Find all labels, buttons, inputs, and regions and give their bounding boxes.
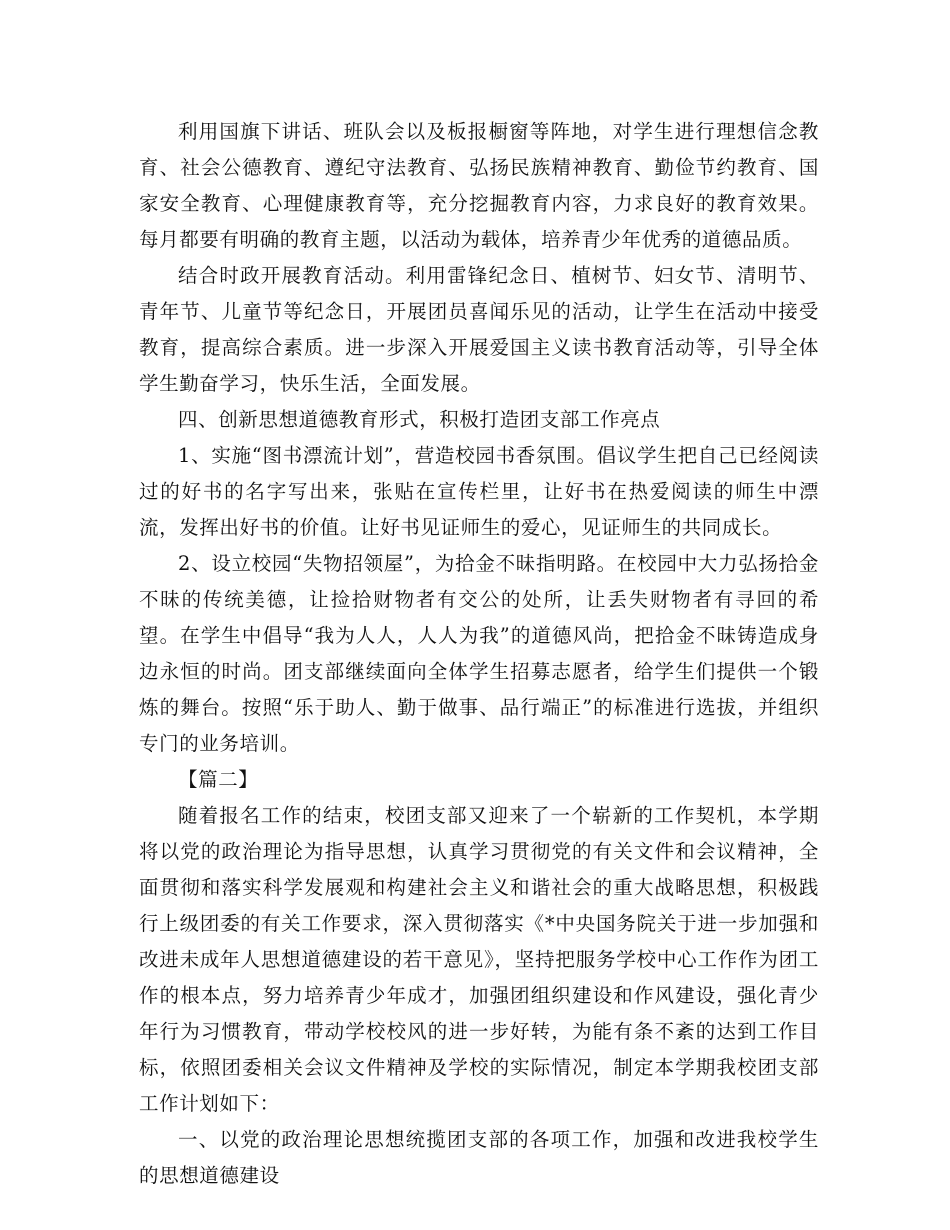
paragraph-semester-plan-intro: 随着报名工作的结束，校团支部又迎来了一个崭新的工作契机，本学期将以党的政治理论为指导思想，认真学习贯彻党的有关文件和会议精神，全面贯彻和落实科学发展观和构建社会主义和谐社会的重大战略思想，积极践行上级团委的有关工作要求，深入贯彻落实《*中央国务院关于进一步加强和改进未成年人思想道德建设的若干意见》，坚持把服务学校中心工作作为团工作的根本点，努力培养青少年成才，加强团组织建设和作风建设，强化青少年行为习惯教育，带动学校校风的进一步好转，为能有条不紊的达到工作目标，依照团委相关会议文件精神及学校的实际情况，制定本学期我校团支部工作计划如下： (139, 804, 819, 1115)
paragraph-ideological-education: 利用国旗下讲话、班队会以及板报橱窗等阵地，对学生进行理想信念教育、社会公德教育、遵纪守法教育、弘扬民族精神教育、勤俭节约教育、国家安全教育、心理健康教育等，充分挖掘教育内容，力求良好的教育效果。每月都要有明确的教育主题，以活动为载体，培养青少年优秀的道德品质。 (139, 120, 819, 251)
document-body (139, 114, 819, 1194)
paragraph-lost-and-found: 2、设立校园“失物招领屋”，为拾金不昧指明路。在校园中大力弘扬拾金不昧的传统美德，让捡拾财物者有交公的处所，让丢失财物者有寻回的希望。在学生中倡导“我为人人，人人为我”的道德风尚，把拾金不昧铸造成身边永恒的时尚。团支部继续面向全体学生招募志愿者，给学生们提供一个锻炼的舞台。按照“乐于助人、勤于做事、品行端正”的标准进行选拔，并组织专门的业务培训。 (139, 552, 819, 755)
section-heading-one: 一、以党的政治理论思想统揽团支部的各项工作，加强和改进我校学生的思想道德建设 (139, 1128, 819, 1187)
paragraph-current-affairs-activities: 结合时政开展教育活动。利用雷锋纪念日、植树节、妇女节、清明节、青年节、儿童节等纪念日，开展团员喜闻乐见的活动，让学生在活动中接受教育，提高综合素质。进一步深入开展爱国主义读书教育活动等，引导全体学生勤奋学习，快乐生活，全面发展。 (139, 264, 819, 395)
section-heading-four: 四、创新思想道德教育形式，积极打造团支部工作亮点 (178, 408, 661, 431)
part-two-heading: 【篇二】 (178, 768, 259, 791)
paragraph-book-drift-plan: 1、实施“图书漂流计划”，营造校园书香氛围。倡议学生把自己已经阅读过的好书的名字写出来，张贴在宣传栏里，让好书在热爱阅读的师生中漂流，发挥出好书的价值。让好书见证师生的爱心，见证师生的共同成长。 (139, 444, 819, 539)
